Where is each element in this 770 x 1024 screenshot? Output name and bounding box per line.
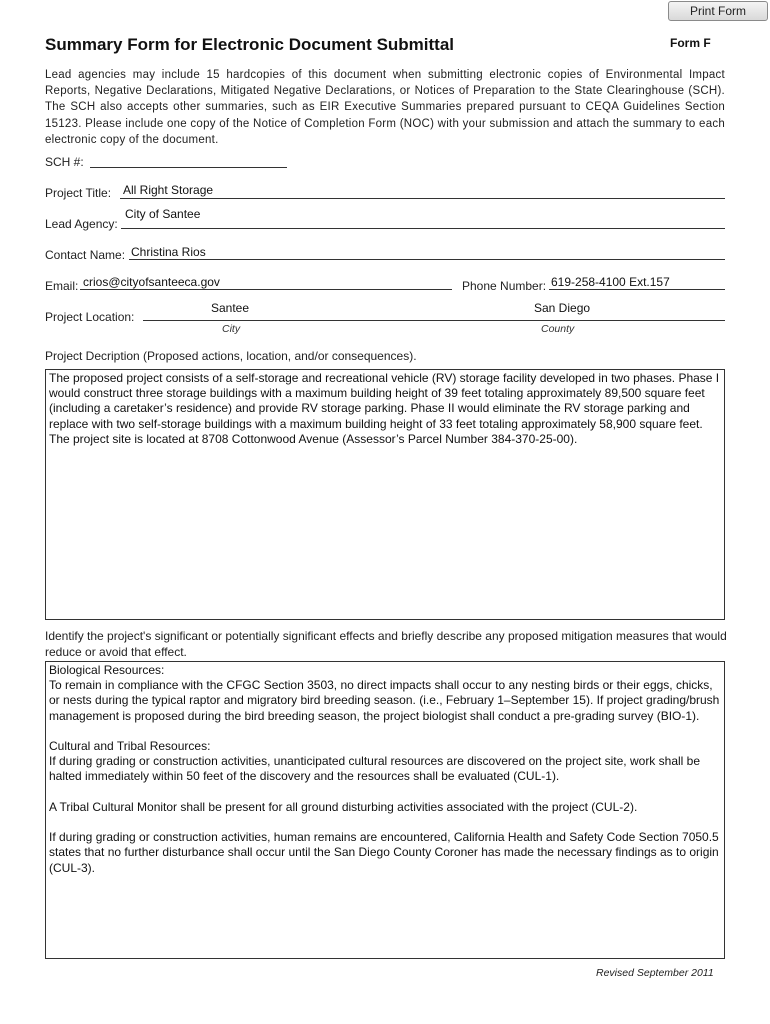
effects-label: Identify the project's significant or potentially significant effects and briefly describe any proposed mitigation measures that would reduce or avoid that effect.	[45, 629, 727, 659]
contact-name-label: Contact Name:	[45, 248, 126, 262]
lead-agency-line	[121, 228, 725, 229]
county-field[interactable]: San Diego	[534, 301, 591, 315]
phone-line	[549, 289, 725, 290]
project-location-label: Project Location:	[45, 310, 135, 324]
email-line	[80, 289, 452, 290]
description-label: Project Decription (Proposed actions, location, and/or consequences).	[45, 349, 417, 363]
project-location-line	[143, 320, 725, 321]
effects-paragraph-cultural: Cultural and Tribal Resources: If during grading or construction activities, unanticipated cultural resources are discovered on the project site, work shall be halted immediately within 50 feet of the discovery and the resources shall be evaluated (CUL-1).	[49, 739, 701, 784]
city-caption: City	[222, 323, 241, 335]
sch-label: SCH #:	[45, 155, 84, 169]
phone-label: Phone Number:	[462, 279, 547, 293]
email-label: Email:	[45, 279, 79, 293]
project-title-label: Project Title:	[45, 186, 112, 200]
lead-agency-label: Lead Agency:	[45, 217, 118, 231]
revision-date: Revised September 2011	[596, 967, 714, 979]
city-field[interactable]: Santee	[211, 301, 250, 315]
print-form-button[interactable]: Print Form	[668, 1, 768, 21]
contact-name-field[interactable]: Christina Rios	[131, 245, 206, 259]
lead-agency-field[interactable]: City of Santee	[125, 207, 201, 221]
effects-textarea[interactable]	[45, 661, 725, 959]
effects-paragraph-human-remains: If during grading or construction activities, human remains are encountered, California Health and Safety Code Section 7050.5 states that no further disturbance shall occur until the San Diego County Coroner has made the necessary findings as to origin (CUL-3).	[49, 830, 719, 875]
phone-field[interactable]: 619-258-4100 Ext.157	[551, 275, 670, 289]
contact-name-line	[129, 259, 725, 260]
description-text: The proposed project consists of a self-storage and recreational vehicle (RV) storage facility developed in two phases. Phase I would construct three storage buildings with a maximum building height of 39 feet totaling approximately 89,500 square feet (including a caretaker’s residence) and provide RV storage parking. Phase II would eliminate the RV storage parking and replace with two self-storage buildings with a maximum building height of 33 feet totaling approximately 58,900 square feet. The project site is located at 8708 Cottonwood Avenue (Assessor’s Parcel Number 384-370-25-00).	[49, 371, 720, 446]
email-field[interactable]: crios@cityofsanteeca.gov	[83, 275, 220, 289]
effects-paragraph-biological: Biological Resources: To remain in compliance with the CFGC Section 3503, no direct impacts shall occur to any nesting birds or their eggs, chicks, or nests during the typical raptor and migratory bird breeding season. (i.e., February 1–September 15). If project grading/brush management is proposed during the bird breeding season, the project biologist shall conduct a pre-grading survey (BIO-1).	[49, 663, 720, 723]
sch-field-line[interactable]	[90, 167, 287, 168]
project-title-field[interactable]: All Right Storage	[123, 183, 214, 197]
page-title: Summary Form for Electronic Document Submittal	[45, 35, 455, 54]
form-id-label: Form F	[670, 36, 711, 50]
intro-paragraph: Lead agencies may include 15 hardcopies of this document when submitting electronic copies of Environmental Impact Reports, Negative Declarations, Mitigated Negative Declarations, or Notices of Preparation to the State Clearinghouse (SCH). The SCH also accepts other summaries, such as EIR Executive Summaries prepared pursuant to CEQA Guidelines Section 15123. Please include one copy of the Notice of Completion Form (NOC) with your submission and attach the summary to each electronic copy of the document.	[45, 69, 725, 146]
county-caption: County	[541, 323, 575, 335]
description-textarea[interactable]	[45, 369, 725, 620]
project-title-line	[120, 198, 725, 199]
effects-paragraph-tribal-monitor: A Tribal Cultural Monitor shall be present for all ground disturbing activities associated with the project (CUL-2).	[49, 799, 638, 814]
